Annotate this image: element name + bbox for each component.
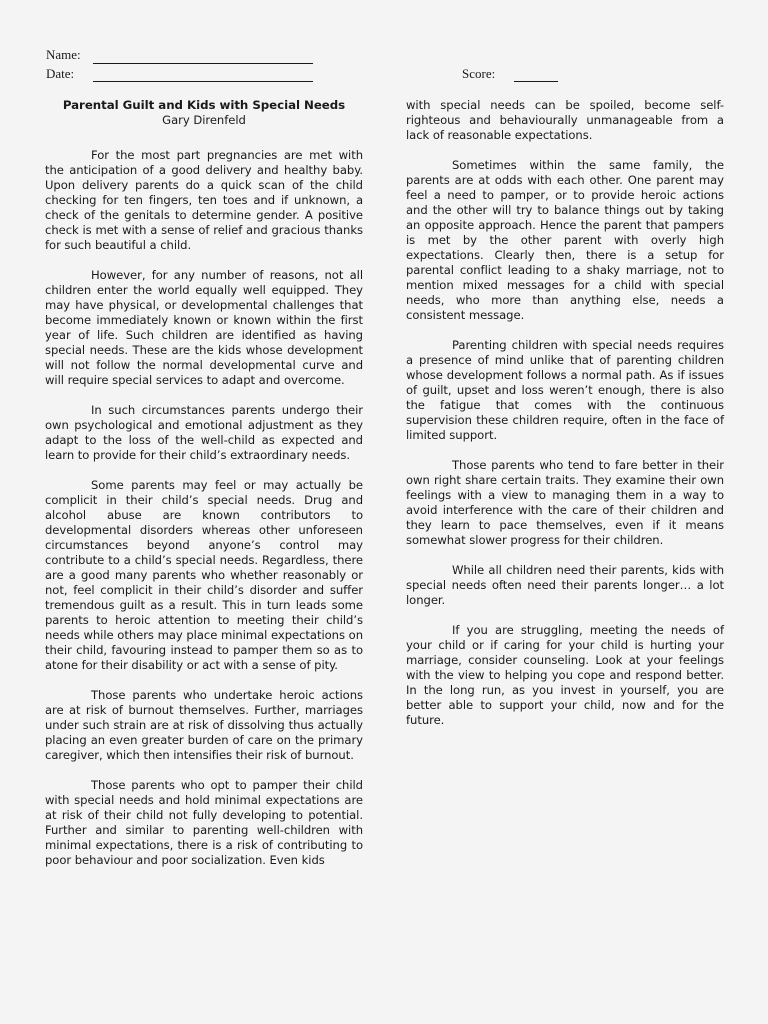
- score-label-row: [462, 66, 495, 82]
- paragraph: Sometimes within the same family, the parents are at odds with each other. One parent may feel a need to pamper, or to provide heroic actions and the other will try to balance things out by taking an opposite approach. Hence the parent that pampers is met by the other parent with overly high expectations. Clearly then, there is a setup for parental conflict leading to a shaky marriage, not to mention mixed messages for a child with special needs, who more than anything else, needs a consistent message.: [406, 158, 724, 322]
- left-column: [45, 98, 363, 883]
- paragraph: Those parents who opt to pamper their child with special needs and hold minimal expectations are at risk of their child not fully developing to potential. Further and similar to parenting well-children with minimal expectations, there is a risk of contributing to poor behaviour and poor socialization. Even kids: [45, 778, 363, 867]
- paragraph: For the most part pregnancies are met with the anticipation of a good delivery and healthy baby. Upon delivery parents do a quick scan of the child checking for ten fingers, ten toes and if unknown, a check of the genitals to determine gender. A positive check is met with a sense of relief and gracious thanks for such beautiful a child.: [45, 148, 363, 252]
- paragraph: While all children need their parents, kids with special needs often need their parents longer… a lot longer.: [406, 563, 724, 607]
- score-label: Score:: [462, 66, 496, 81]
- name-field-line[interactable]: [93, 63, 313, 64]
- date-field-line[interactable]: [93, 81, 313, 82]
- score-field-line[interactable]: [514, 81, 558, 82]
- article-author: Gary Direnfeld: [162, 113, 246, 127]
- paragraph: If you are struggling, meeting the needs of your child or if caring for your child is hurting your marriage, consider counseling. Look at your feelings with the view to helping you cope and respond better. In the long run, as you invest in yourself, you are better able to support your child, now and for the future.: [406, 623, 724, 727]
- paragraph: Parenting children with special needs requires a presence of mind unlike that of parenting children whose development follows a normal path. As if issues of guilt, upset and loss weren’t enough, there is also the fatigue that comes with the continuous supervision these children require, often in the face of limited support.: [406, 338, 724, 442]
- paragraph: Those parents who tend to fare better in their own right share certain traits. They examine their own feelings with a view to managing them in a way to avoid interference with the care of their children and they learn to pace themselves, even if it means somewhat slower progress for their children.: [406, 458, 724, 547]
- date-label-row: [46, 66, 94, 82]
- right-column: [406, 98, 724, 743]
- name-label-row: [46, 47, 94, 63]
- paragraph: In such circumstances parents undergo their own psychological and emotional adjustment as they adapt to the loss of the well-child as expected and learn to provide for their child’s extraordinary needs.: [45, 403, 363, 462]
- paragraph-continuation: with special needs can be spoiled, become self-righteous and behaviourally unmanageable from a lack of reasonable expectations.: [406, 98, 724, 142]
- date-label: Date:: [46, 66, 75, 81]
- name-label: Name:: [46, 47, 81, 62]
- paragraph: Some parents may feel or may actually be complicit in their child’s special needs. Drug and alcohol abuse are known contributors to developmental disorders whereas other unforeseen circumstances beyond anyone’s control may contribute to a child’s special needs. Regardless, there are a good many parents who whether reasonably or not, feel complicit in their child’s disorder and suffer tremendous guilt as a result. This in turn leads some parents to heroic attention to meeting their child’s needs while others may place minimal expectations on their child, favouring instead to pamper them so as to atone for their disability or act with a sense of pity.: [45, 478, 363, 672]
- paragraph: However, for any number of reasons, not all children enter the world equally well equipped. They may have physical, or developmental challenges that become immediately known or known within the first year of life. Such children are identified as having special needs. These are the kids whose development will not follow the normal developmental curve and will require special services to adapt and overcome.: [45, 268, 363, 387]
- article-title: Parental Guilt and Kids with Special Needs: [62, 98, 346, 112]
- paragraph: Those parents who undertake heroic actions are at risk of burnout themselves. Further, marriages under such strain are at risk of dissolving thus actually placing an even greater burden of care on the primary caregiver, which then intensifies their risk of burnout.: [45, 688, 363, 762]
